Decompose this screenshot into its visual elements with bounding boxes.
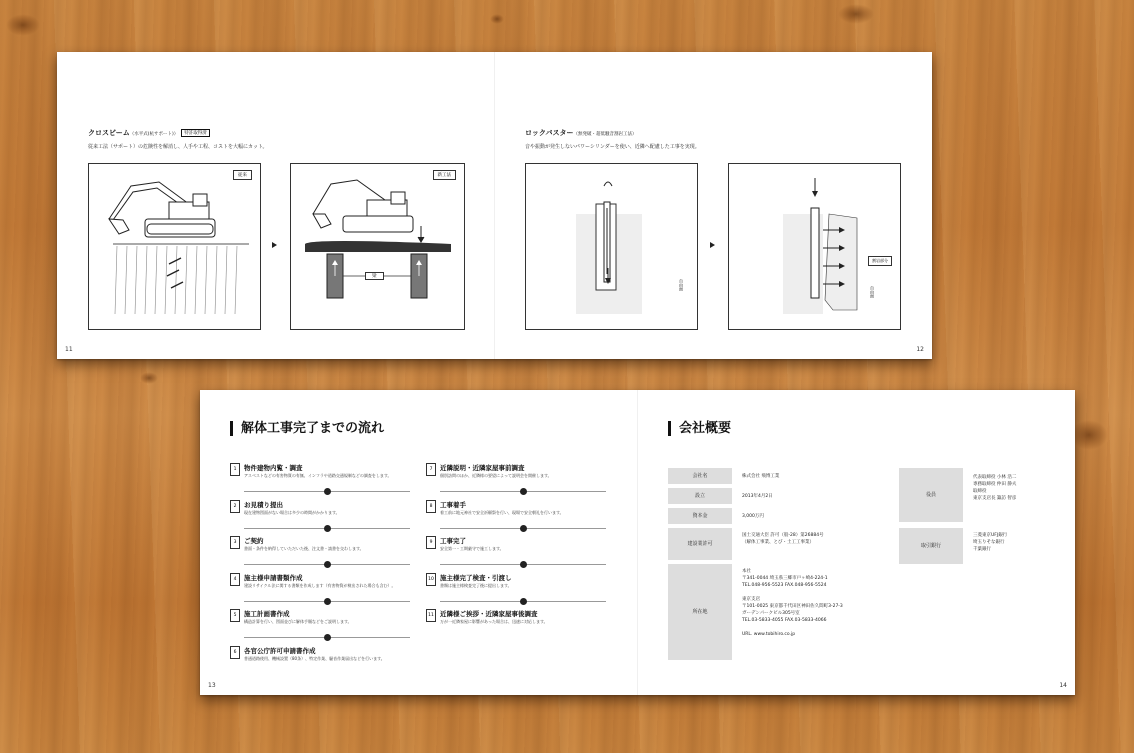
step-title: 物件建物内覧・調査	[244, 464, 303, 472]
step-description: 個別訪問のほか、近隣様の要望によって説明会を開催します。	[440, 473, 552, 478]
step-number: 5	[230, 609, 240, 622]
step-description: 万が一近隣家屋に影響があった場合は、迅速に対応します。	[440, 619, 548, 624]
step-connector-dot	[520, 488, 527, 495]
step-title: ご契約	[244, 537, 264, 545]
wood-knot	[1070, 420, 1108, 450]
company-row-value: 2013年4月2日	[742, 494, 773, 499]
spine	[494, 52, 495, 359]
officers-value: 代表取締役 小林 浩二 専務取締役 仲田 静夫 取締役 東京支店長 諏訪 智彦	[973, 475, 1017, 501]
step-title: 工事着手	[440, 500, 466, 509]
company-row-key: 設立	[668, 488, 732, 504]
page-number-left: 13	[208, 682, 216, 689]
side-label: 自由面	[870, 286, 875, 298]
title-note: （水平式(杭サポート)）	[129, 132, 179, 137]
page-number-right: 14	[1059, 682, 1067, 689]
diagram-panel-drill	[525, 163, 698, 330]
step-title: お見積り提出	[244, 500, 283, 509]
wood-knot	[140, 372, 158, 384]
patent-tag: 特許取得済	[181, 129, 210, 137]
step-description: 現在建物図面がない場合は多少の時間がかかります。	[244, 509, 340, 515]
bank-value: 三菱東京UFJ銀行 埼玉りそな銀行 千葉銀行	[973, 533, 1008, 552]
step-description: 書面・条件を納得していただいた後、注文書・請書を交わします。	[244, 546, 364, 551]
step-connector-dot	[324, 598, 331, 605]
company-row-key: 資本金	[668, 508, 732, 524]
step-connector-dot	[324, 634, 331, 641]
section-title-rockbuster	[525, 128, 636, 138]
step-title: 施主様完了検査・引渡し	[440, 573, 512, 582]
diagram-panel-new-method	[290, 163, 465, 330]
step-number: 4	[230, 573, 240, 586]
step-number: 7	[426, 463, 436, 476]
step-title: 施主様申請書類作成	[244, 573, 303, 582]
brochure-top-spread	[57, 52, 932, 359]
step-number: 3	[230, 536, 240, 549]
step-number: 11	[426, 609, 436, 622]
step-number: 6	[230, 646, 240, 659]
step-description: 着工前に地元神社で安全祈願祭を行い、現場で安全朝礼を行います。	[440, 509, 564, 515]
drill-hole-illustration	[526, 164, 697, 329]
center-label: 梁	[365, 272, 384, 280]
page-number-right: 12	[916, 346, 924, 353]
step-connector-dot	[520, 561, 527, 568]
step-title: 施工計画書作成	[244, 610, 290, 618]
flow-arrow	[272, 242, 277, 248]
company-row-value: 本社 〒341-0044 埼玉県三郷市戸ヶ崎4-224-1 TEL.048-956-5523 FAX.048-956-5524 東京支店 〒101-0025 東京都千代田区神田佐久間町3-27-3 ガーデンパークビル305号室 TEL.03-5833-4055 FAX.03-5833-4066 URL. www.tobihiro.co.jp	[742, 569, 843, 637]
step-connector-dot	[324, 561, 331, 568]
step-description: 安全第一・工期厳守で施工します。	[440, 546, 504, 551]
company-row-value: 国土交通大臣 許可（般-28）第26884号 （解体工事業、とび・土工工事業）	[742, 533, 824, 545]
section-description: 音や振動が発生しないパワーシリンダーを使い、近隣へ配慮した工事を実現。	[525, 144, 700, 150]
step-connector-dot	[324, 525, 331, 532]
title-text: クロスビーム	[88, 129, 130, 137]
step-connector-dot	[520, 598, 527, 605]
company-row-key: 会社名	[668, 468, 732, 484]
step-title: 近隣説明・近隣家屋事前調査	[440, 464, 525, 472]
step-title: 工事完了	[440, 537, 466, 545]
step-title: 近隣様ご挨拶・近隣家屋事後調査	[440, 610, 538, 618]
title-note: （無発破・超低騒音割岩工法）	[573, 132, 637, 137]
spine	[637, 390, 638, 695]
section-description: 従来工法（サポート）の危険性を解消し、人手や工程、コストを大幅にカット。	[88, 144, 268, 150]
step-description: 普通道路使用、機械設置（80条）、特定作業、騒音作業届出などを行います。	[244, 655, 385, 661]
page-number-left: 11	[65, 346, 73, 353]
step-number: 1	[230, 463, 240, 476]
bank-key: 取引銀行	[899, 528, 963, 564]
flow-arrow	[710, 242, 715, 248]
step-title: 各官公庁許可申請書作成	[244, 646, 316, 655]
step-description: 建設リサイクル法に関する書類を作成します（有害物質が検出された場合も含む）。	[244, 582, 396, 588]
step-number: 10	[426, 573, 436, 586]
section-title-crossbeam	[88, 128, 210, 138]
wood-knot	[490, 14, 504, 24]
company-row-value: 3,000万円	[742, 514, 764, 519]
company-row-key: 所在地	[668, 564, 732, 660]
panel-label: 従来	[233, 170, 252, 180]
diagram-panel-conventional	[88, 163, 261, 330]
rock-split-illustration	[729, 164, 900, 329]
company-row-key: 建設業許可	[668, 528, 732, 560]
excavator-supports-illustration	[89, 164, 260, 329]
step-description: 書類は施主様検査完了後に提出します。	[440, 582, 512, 588]
wood-knot	[838, 4, 874, 24]
company-row-value: 株式会社 飛博工業	[742, 474, 780, 479]
officers-key: 役員	[899, 468, 963, 522]
wood-knot	[6, 14, 40, 36]
brochure-bottom-spread	[200, 390, 1075, 695]
step-description: アスベストなどの有害物質の有無、インフラや道路交通規制などの調査をします。	[244, 473, 392, 478]
beam-method-illustration	[291, 164, 464, 329]
flow-title: 解体工事完了までの流れ	[230, 421, 384, 436]
split-label: 割岩部分	[868, 256, 892, 266]
step-number: 2	[230, 500, 240, 513]
company-title: 会社概要	[668, 421, 731, 436]
step-connector-dot	[520, 525, 527, 532]
title-text: ロックバスター	[525, 129, 574, 137]
step-number: 8	[426, 500, 436, 513]
side-label: 自由面	[679, 279, 684, 291]
step-connector-dot	[324, 488, 331, 495]
step-number: 9	[426, 536, 436, 549]
step-description: 構造計算を行い、図面並びに解体手順などをご説明します。	[244, 619, 352, 624]
panel-label: 新工法	[433, 170, 457, 180]
diagram-panel-split	[728, 163, 901, 330]
